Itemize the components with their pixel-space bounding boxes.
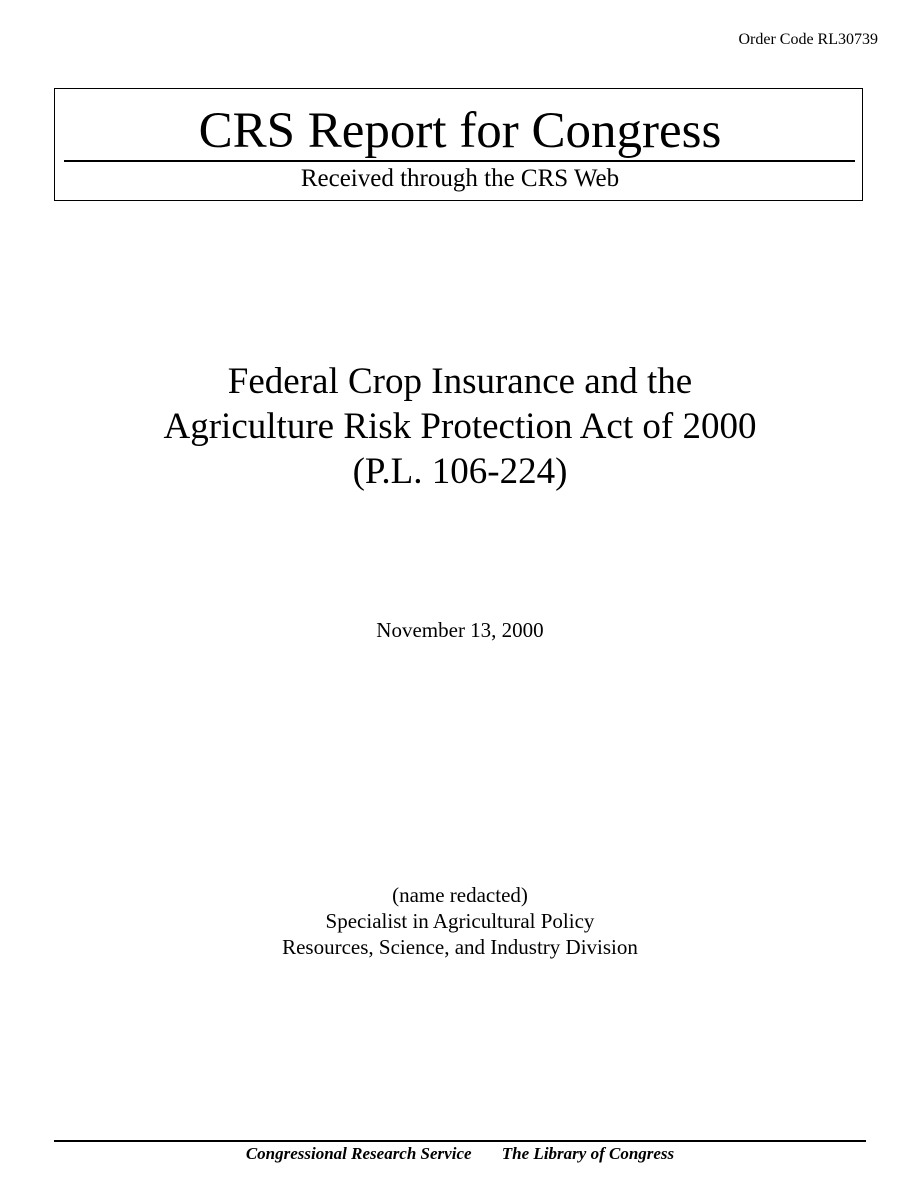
report-series-title: CRS Report for Congress	[198, 103, 722, 159]
footer-organization: Congressional Research Service	[245, 1144, 472, 1163]
report-title	[0, 359, 920, 494]
report-series-subtitle: Received through the CRS Web	[300, 165, 620, 192]
footer-divider	[54, 1140, 866, 1142]
footer	[0, 1143, 920, 1165]
report-date: November 13, 2000	[376, 618, 544, 642]
report-title-line: (P.L. 106-224)	[352, 451, 568, 492]
author-position: Specialist in Agricultural Policy	[325, 909, 595, 933]
author-division: Resources, Science, and Industry Division	[282, 935, 638, 959]
author-block	[0, 882, 920, 960]
author-name: (name redacted)	[392, 883, 528, 907]
header-divider	[64, 160, 855, 162]
footer-library: The Library of Congress	[501, 1144, 675, 1163]
report-title-line: Agriculture Risk Protection Act of 2000	[163, 406, 757, 447]
report-title-line: Federal Crop Insurance and the	[227, 361, 693, 402]
order-code: Order Code RL30739	[738, 31, 878, 48]
